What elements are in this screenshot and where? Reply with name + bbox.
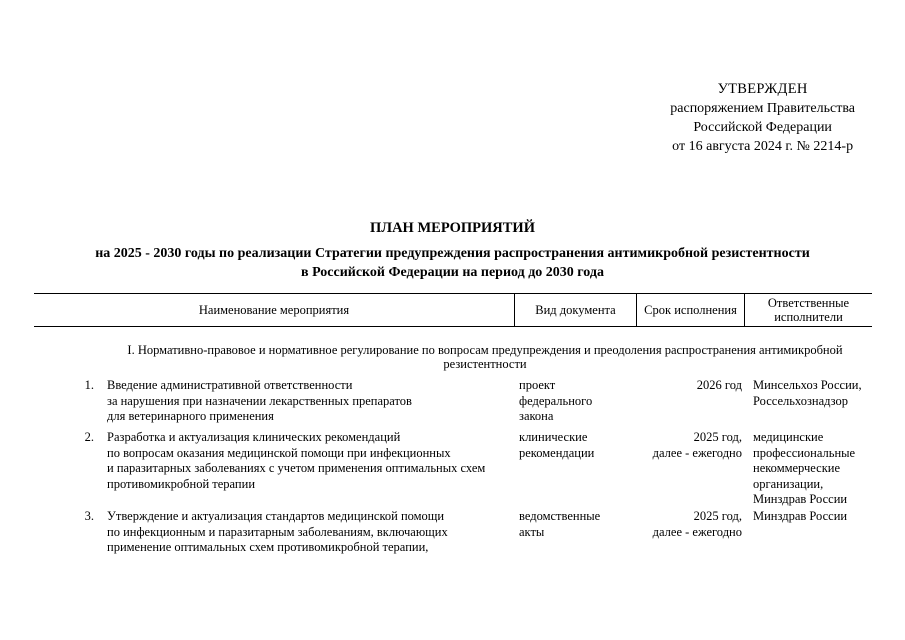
row-resp-line: организации, <box>753 476 824 491</box>
subtitle-line: в Российской Федерации на период до 2030 года <box>301 265 604 280</box>
row-resp-line: профессиональные <box>753 445 856 460</box>
section-title: I. Нормативно-правовое и нормативное регулирование по вопросам предупреждения и преодоления распространения антимикробной резистентности <box>127 343 843 371</box>
row-name-line: применение оптимальных схем противомикробной терапии, <box>107 540 429 554</box>
row-term-line: 2025 год, <box>693 509 742 523</box>
row-doc <box>519 378 629 425</box>
row-number: 3. <box>84 509 94 523</box>
approval-stamp <box>670 80 855 156</box>
row-resp-line: медицинские <box>753 430 824 444</box>
row-name-line: Разработка и актуализация клинических рекомендаций <box>107 430 401 444</box>
row-name-line: и паразитарных заболеваниях с учетом применения оптимальных схем <box>107 461 486 475</box>
row-term <box>630 430 742 461</box>
row-name-line: за нарушения при назначении лекарственных препаратов <box>107 393 412 408</box>
row-doc-line: проект <box>519 378 556 392</box>
row-doc-line: клинические <box>519 430 588 444</box>
page-title: ПЛАН МЕРОПРИЯТИЙ <box>370 220 535 236</box>
row-name-line: Утверждение и актуализация стандартов медицинской помощи <box>107 509 445 523</box>
row-resp-line: Минздрав России <box>753 509 848 523</box>
row-doc-line: закона <box>519 409 554 423</box>
row-term-line: 2026 год <box>696 378 742 392</box>
row-name-line: по вопросам оказания медицинской помощи при инфекционных <box>107 445 451 460</box>
subtitle-line: на 2025 - 2030 годы по реализации Стратегии предупреждения распространения антимикробной резистентности <box>95 246 810 261</box>
row-number: 2. <box>84 430 94 444</box>
row-doc-line: рекомендации <box>519 445 595 460</box>
approval-heading: УТВЕРЖДЕН <box>717 81 808 97</box>
row-name-line: для ветеринарного применения <box>107 409 274 423</box>
row-doc <box>519 430 629 461</box>
row-resp-line: Россельхознадзор <box>753 393 849 408</box>
row-term <box>630 378 742 394</box>
row-name <box>107 430 507 492</box>
row-name-line: по инфекционным и паразитарным заболеваниям, включающих <box>107 524 448 539</box>
approval-line: распоряжением Правительства <box>670 101 855 116</box>
row-name-line: Введение административной ответственности <box>107 378 353 392</box>
row-resp-line: Минсельхоз России, <box>753 378 862 392</box>
row-resp <box>753 430 873 508</box>
row-term-line: далее - ежегодно <box>652 445 742 460</box>
row-name <box>107 378 507 425</box>
row-term-line: 2025 год, <box>693 430 742 444</box>
row-number: 1. <box>84 378 94 392</box>
row-doc-line: федерального <box>519 393 593 408</box>
row-resp <box>753 509 873 525</box>
table-header <box>34 293 872 327</box>
row-term <box>630 509 742 540</box>
approval-line: от 16 августа 2024 г. № 2214-р <box>672 139 854 154</box>
approval-line: Российской Федерации <box>693 120 832 135</box>
column-header-name: Наименование мероприятия <box>198 303 350 317</box>
row-doc-line: акты <box>519 524 545 539</box>
row-resp-line: некоммерческие <box>753 461 840 475</box>
row-name-line: противомикробной терапии <box>107 476 256 491</box>
row-term-line: далее - ежегодно <box>652 524 742 539</box>
page-subtitle <box>0 244 905 282</box>
column-header-resp: Ответственные исполнители <box>744 294 872 326</box>
row-doc-line: ведомственные <box>519 509 601 523</box>
column-header-term: Срок исполнения <box>636 294 744 326</box>
row-doc <box>519 509 629 540</box>
row-name <box>107 509 507 556</box>
row-resp-line: Минздрав России <box>753 492 848 506</box>
row-resp <box>753 378 873 409</box>
column-header-doc: Вид документа <box>514 294 636 326</box>
